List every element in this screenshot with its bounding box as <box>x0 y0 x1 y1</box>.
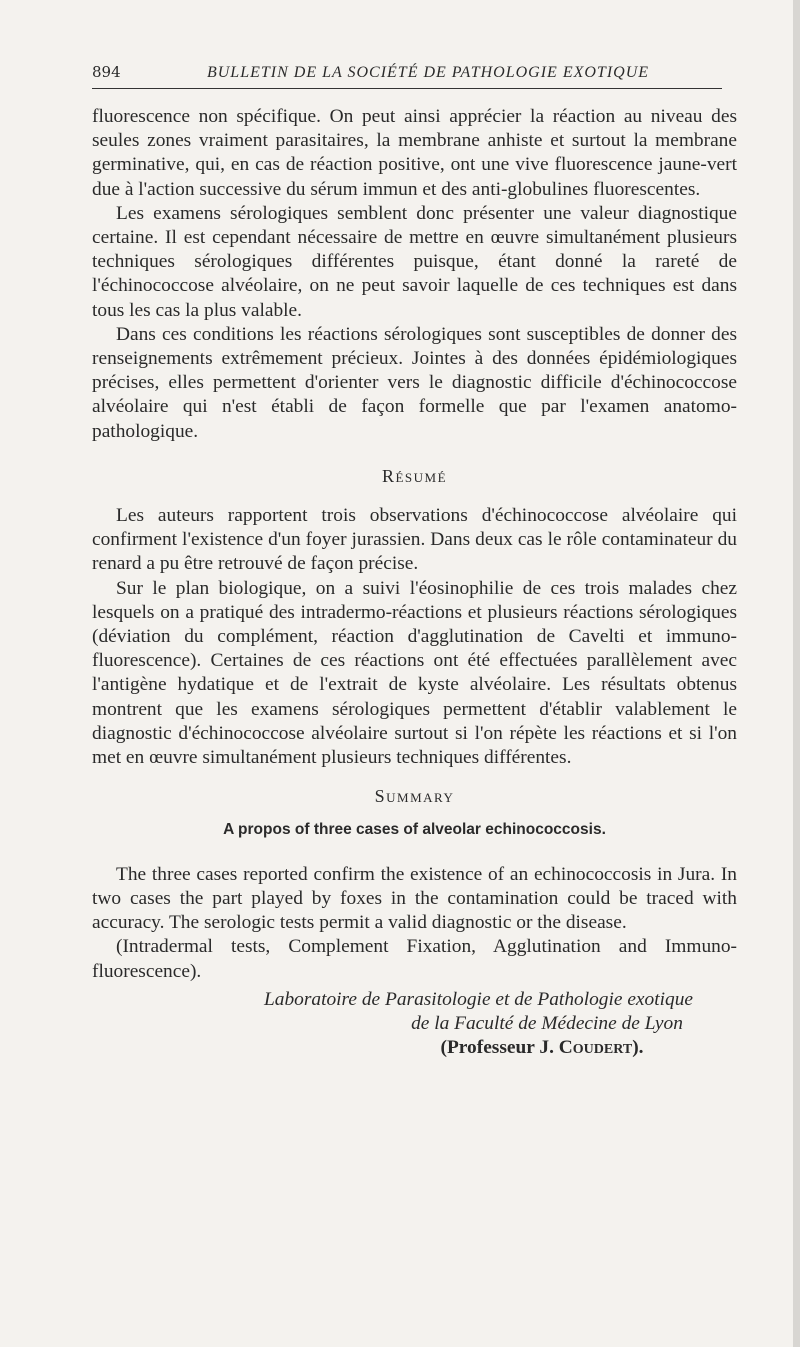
affiliation-line1: Laboratoire de Parasitologie et de Pathologie exotique <box>263 988 694 1010</box>
resume-heading: Résumé <box>381 465 448 486</box>
paragraph: fluorescence non spécifique. On peut ainsi apprécier la réaction au niveau des seules zones vraiment parasitaires, la membrane anhiste et surtout la membrane germinative, qui, en cas de réaction positive, ont une vive fluorescence jaune-vert due à l'action successive du sérum immun et des anti-globulines fluorescentes. <box>92 106 737 200</box>
body-text <box>92 105 737 1060</box>
page-edge <box>793 0 800 1347</box>
paragraph: The three cases reported confirm the existence of an echinococcosis in Jura. In two cases the part played by foxes in the contamination could be traced with accuracy. The serologic tests permit a valid diagnostic or the disease. <box>92 863 737 934</box>
paragraph: Les auteurs rapportent trois observations d'échinococcose alvéolaire qui confirment l'existence d'un foyer jurassien. Dans deux cas le rôle contaminateur du renard a pu être retrouvé de façon précise. <box>92 505 737 575</box>
running-header <box>92 63 722 82</box>
paragraph: Sur le plan biologique, on a suivi l'éosinophilie de ces trois malades chez lesquels on a pratiqué des intradermo-réactions et plusieurs réactions sérologiques (déviation du complément, réaction d'agglutination de Cavelti et immuno-fluorescence). Certaines de ces réactions ont été effectuées parallèlement avec l'antigène hydatique et de l'extrait de kyste alvéolaire. Les résultats obtenus montrent que les examens sérologiques permettent d'établir valablement le diagnostic d'échinococcose alvéolaire surtout si l'on répète les réactions et si l'on met en œuvre simultanément plusieurs techniques différentes. <box>92 577 737 769</box>
paragraph: Les examens sérologiques semblent donc présenter une valeur diagnostique certaine. Il est cependant nécessaire de mettre en œuvre simultanément plusieurs techniques sérologiques différentes puisque, étant donné la rareté de l'échinococcose alvéolaire, on ne peut savoir laquelle de ces techniques est dans tous les cas la plus valable. <box>92 202 737 321</box>
paragraph: Dans ces conditions les réactions sérologiques sont susceptibles de donner des renseignements extrêmement précieux. Jointes à des données épidémiologiques précises, elles permettent d'orienter vers le diagnostic difficile d'échinococcose alvéolaire qui n'est établi de façon formelle que par l'examen anatomo-pathologique. <box>92 323 737 442</box>
summary-subtitle: A propos of three cases of alveolar echinococcosis. <box>223 821 606 839</box>
affiliation <box>92 988 737 1061</box>
header-rule <box>92 88 722 89</box>
affiliation-line2: de la Faculté de Médecine de Lyon <box>411 1012 683 1034</box>
page-number: 894 <box>92 63 121 81</box>
journal-title: BULLETIN DE LA SOCIÉTÉ DE PATHOLOGIE EXOTIQUE <box>206 64 650 81</box>
affiliation-line3 <box>242 1036 752 1060</box>
paragraph: (Intradermal tests, Complement Fixation, Agglutination and Immuno-fluorescence). <box>92 936 737 982</box>
affiliation-prefix: (Professeur J. <box>440 1037 559 1059</box>
author-name: Coudert <box>558 1037 633 1059</box>
summary-heading: Summary <box>374 786 455 807</box>
affiliation-suffix: ). <box>632 1037 644 1059</box>
